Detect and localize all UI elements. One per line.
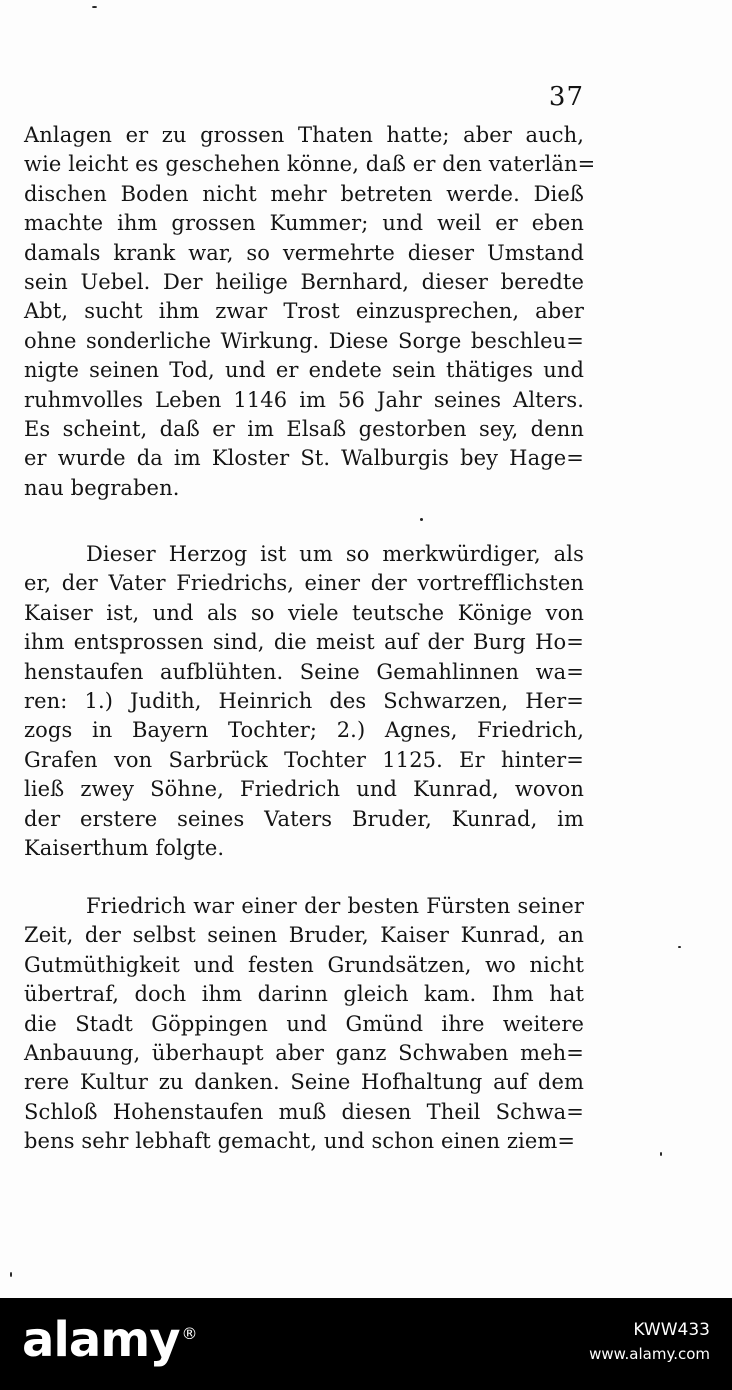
text-line: Grafen von Sarbrück Tochter 1125. Er hinter= [24,747,584,772]
text-line: Es scheint, daß er im Elsaß gestorben sey, denn [24,416,584,441]
text-line: sein Uebel. Der heilige Bernhard, dieser beredte [24,269,584,294]
text-line: bens sehr lebhaft gemacht, und schon einen ziem= [24,1129,576,1154]
brand-name: alamy [22,1312,180,1368]
paragraph-2 [24,540,584,863]
text-line: henstaufen aufblühten. Seine Gemahlinnen wa= [24,659,584,684]
text-line: damals krank war, so vermehrte dieser Umstand [24,240,584,265]
text-line: Friedrich war einer der besten Fürsten seiner [86,894,584,918]
text-line: Anbauung, überhaupt aber ganz Schwaben meh= [24,1040,584,1065]
text-line: wie leicht es geschehen könne, daß er den vaterlän= [24,152,596,177]
paragraph-1 [24,121,596,503]
scan-speck [10,1272,12,1277]
text-line: Dieser Herzog ist um so merkwürdiger, als [86,542,584,566]
scan-speck [678,946,681,948]
text-line: machte ihm grossen Kummer; und weil er eben [24,211,584,236]
alamy-logo [22,1312,197,1368]
page-number: 37 [548,82,584,112]
text-line: übertraf, doch ihm darinn gleich kam. Ihm hat [24,982,584,1007]
text-line: ihm entsprossen sind, die meist auf der Burg Ho= [24,630,584,655]
text-line: die Stadt Göppingen und Gmünd ihre weitere [24,1011,584,1036]
text-line: nigte seinen Tod, und er endete sein thätiges und [24,358,584,383]
text-line: zogs in Bayern Tochter; 2.) Agnes, Friedrich, [24,718,584,743]
image-reference [589,1318,710,1366]
text-line: Anlagen er zu grossen Thaten hatte; aber auch, [24,123,584,147]
text-line: er wurde da im Kloster St. Walburgis bey Hage= [24,446,584,471]
text-line: Kaiser ist, und als so viele teutsche Könige von [24,600,584,625]
text-line: rere Kultur zu danken. Seine Hofhaltung auf dem [24,1070,584,1095]
text-line: Zeit, der selbst seinen Bruder, Kaiser Kunrad, an [24,923,584,948]
text-line: ließ zwey Söhne, Friedrich und Kunrad, wovon [24,777,584,802]
text-line: Abt, sucht ihm zwar Trost einzusprechen, aber [24,299,584,324]
paragraph-3 [24,892,584,1157]
text-line: dischen Boden nicht mehr betreten werde. Dieß [24,181,584,206]
text-line: Kaiserthum folgte. [24,835,225,860]
text-line: Schloß Hohenstaufen muß diesen Theil Schwa= [24,1099,584,1124]
text-line: ren: 1.) Judith, Heinrich des Schwarzen, Her= [24,688,584,713]
watermark-banner [0,1298,732,1390]
text-line: nau begraben. [24,475,180,500]
scan-speck [420,518,423,521]
scan-speck [660,1152,662,1156]
text-line: ohne sonderliche Wirkung. Diese Sorge beschleu= [24,328,584,353]
trademark-symbol: ® [181,1324,197,1343]
text-line: der erstere seines Vaters Bruder, Kunrad, im [24,806,584,831]
text-line: er, der Vater Friedrichs, einer der vortrefflichsten [24,571,584,596]
site-url: www.alamy.com [589,1345,710,1363]
text-line: Gutmüthigkeit und festen Grundsätzen, wo nicht [24,952,584,977]
text-line: ruhmvolles Leben 1146 im 56 Jahr seines Alters. [24,387,584,412]
scan-speck [92,6,97,8]
image-id: KWW433 [633,1320,710,1340]
